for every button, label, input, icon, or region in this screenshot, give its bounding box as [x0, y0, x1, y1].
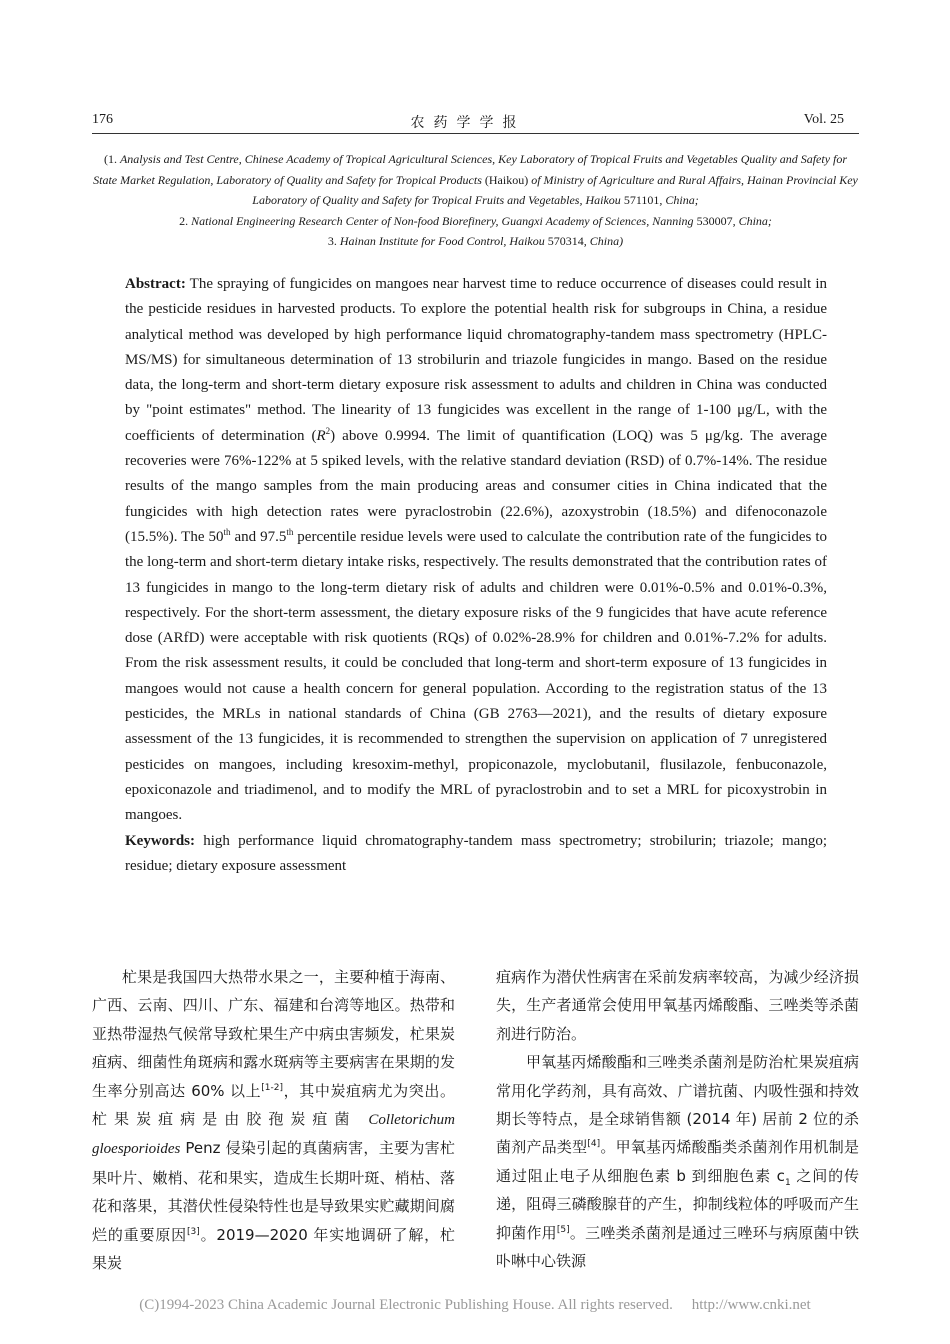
- header-rule: [92, 133, 859, 134]
- body-paragraph: 甲氧基丙烯酸酯和三唑类杀菌剂是防治杧果炭疽病常用化学药剂，具有高效、广谱抗菌、内吸性强和持效期长等特点，是全球销售额 (2014 年) 居前 2 位的杀菌剂产品类型[4]。甲氧基丙烯酸酯类杀菌剂作用机制是通过阻止电子从细胞色素 b 到细胞色素 $c_1$ 之间的传递，阻碍三磷酸腺苷的产生，抑制线粒体的呼吸而产生抑菌作用[5]。三唑类杀菌剂是通过三唑环与病原菌中铁卟啉中心铁源: [496, 1053, 859, 1271]
- body-column-left: [92, 963, 455, 1277]
- keywords-paragraph: Keywords: high performance liquid chromatography-tandem mass spectrometry; strobilurin; triazole; mango; residue; dietary exposure assessment: [125, 832, 827, 874]
- body-paragraph: 疽病作为潜伏性病害在采前发病率较高，为减少经济损失，生产者通常会使用甲氧基丙烯酸酯、三唑类等杀菌剂进行防治。: [496, 968, 859, 1043]
- citation: [4]: [587, 1139, 601, 1150]
- body-column-right: [496, 963, 859, 1275]
- affiliations: (1. Analysis and Test Centre, Chinese Academy of Tropical Agricultural Sciences, Key Laboratory of Tropical Fruits and Vegetables Quality and Safety for State Market Regulation, Laboratory of Quality and Safety for Tropical Products (Haikou) of Ministry of Agriculture and Rural Affairs, Hainan Provincial Key Laboratory of Quality and Safety for Tropical Fruits and Vegetables, Haikou 571101, China; 2. National Engineering Research Center of Non-food Biorefinery, Guangxi Academy of Sciences, Nanning 530007, China; 3. Hainan Institute for Food Control, Haikou 570314, China): [93, 152, 858, 248]
- footer-url: http://www.cnki.net: [691, 1297, 811, 1313]
- body-paragraph: 杧果是我国四大热带水果之一，主要种植于海南、广西、云南、四川、广东、福建和台湾等地区。热带和亚热带湿热气候常导致杧果生产中病虫害频发，杧果炭疽病、细菌性角斑病和露水斑病等主要病害在果期的发生率分别高达 60% 以上[1-2]，其中炭疽病尤为突出。杧果炭疽病是由胶孢炭疽菌 Colletorichum gloesporioides Penz 侵染引起的真菌病害，主要为害杧果叶片、嫩梢、花和果实，造成生长期叶斑、梢枯、落花和落果，其潜伏性侵染特性也是导致果实贮藏期间腐烂的重要原因[3]。2019—2020 年实地调研了解，杧果炭: [92, 968, 455, 1273]
- running-header: [92, 112, 844, 134]
- abstract-block: [125, 272, 827, 879]
- copyright-footer: [0, 1297, 950, 1314]
- citation: [3]: [186, 1226, 200, 1237]
- page-number: 176: [92, 112, 113, 127]
- keywords-label: Keywords:: [125, 832, 195, 849]
- abstract-label: Abstract:: [125, 276, 186, 292]
- copyright-text: (C)1994-2023 China Academic Journal Electronic Publishing House. All rights reserved.: [139, 1297, 673, 1313]
- journal-title: 农药学学报: [410, 115, 526, 131]
- volume-label: Vol. 25: [803, 112, 844, 127]
- citation: [1-2]: [261, 1082, 283, 1093]
- pathogen-name: Colletorichum gloesporioides: [92, 1112, 455, 1158]
- citation: [5]: [556, 1224, 570, 1235]
- abstract-paragraph: Abstract: The spraying of fungicides on mangoes near harvest time to reduce occurrence of diseases could result in the pesticide residues in harvested products. To explore the potential health risk for subgroups in China, a residue analytical method was developed by high performance liquid chromatography-tandem mass spectrometry (HPLC-MS/MS) for simultaneous determination of 13 strobilurin and triazole fungicides in mango. Based on the residue data, the long-term and short-term dietary exposure risk assessment to adults and children in China was conducted by "point estimates" method. The linearity of 13 fungicides was excellent in the range of 1-100 μg/L, with the coefficients of determination $(R^2)$ above 0.9994. The limit of quantification (LOQ) was 5 μg/kg. The average recoveries were 76%-122% at 5 spiked levels, with the relative standard deviation (RSD) of 0.7%-14%. The residue results of the mango samples from the main producing areas and consumer cities in China indicated that the fungicides with high detection rates were pyraclostrobin (22.6%), azoxystrobin (18.5%) and difenoconazole (15.5%). The 50th and 97.5th percentile residue levels were used to calculate the contribution rate of the fungicides to the long-term and short-term dietary intake risks, respectively. The results demonstrated that the contribution rates of 13 fungicides in mango to the long-term dietary risk of adults and children were 0.01%-0.5% and 0.01%-0.3%, respectively. For the short-term assessment, the dietary exposure risks of the 9 fungicides that have acute reference dose (ARfD) were acceptable with risk quotients (RQs) of 0.02%-28.9% for children and 0.01%-7.2% for adults. From the risk assessment results, it could be concluded that long-term and short-term exposure of 13 fungicides in mangoes would not cause a health concern for general population. According to the registration status of the 13 pesticides, the MRLs in national standards of China (GB 2763—2021), and the results of dietary exposure assessment of the 13 fungicides, it is recommended to strengthen the supervision on application of 7 unregistered pesticides on mangoes, including kresoxim-methyl, propiconazole, myclobutanil, flusilazole, fenbuconazole, epoxiconazole and triadimenol, and to modify the MRL of pyraclostrobin and to set a MRL for picoxystrobin in mangoes.: [125, 276, 827, 824]
